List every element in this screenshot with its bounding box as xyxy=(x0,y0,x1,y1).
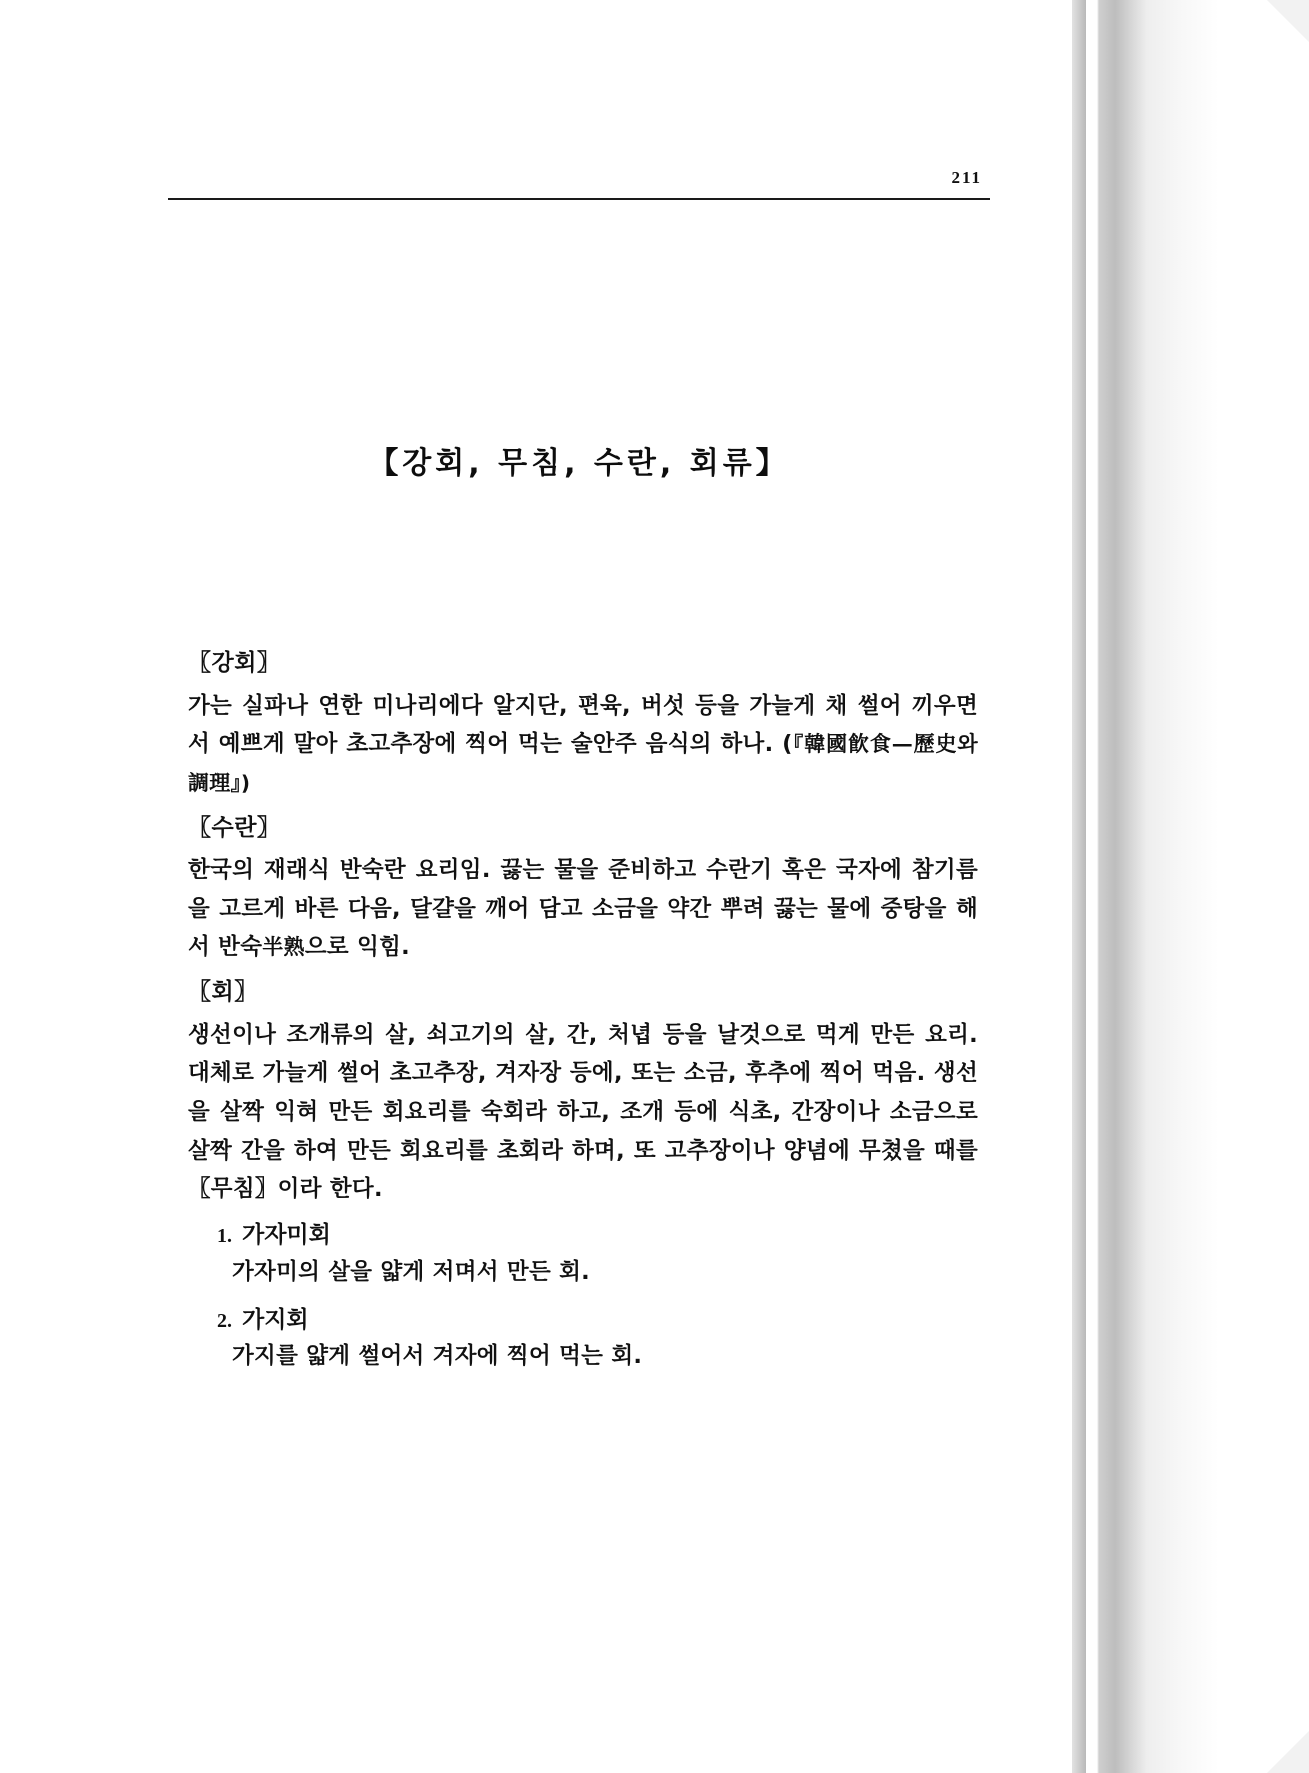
list-item xyxy=(217,1217,978,1292)
definition-body xyxy=(188,646,978,1386)
numbered-entry-name: 가자미회 xyxy=(242,1222,331,1249)
page-corner-top xyxy=(1267,0,1309,42)
page-number: 211 xyxy=(951,168,982,187)
entry-definition-ganghoe xyxy=(188,687,978,803)
book-edge-shading xyxy=(1069,0,1309,1773)
header-rule xyxy=(168,198,990,200)
page-title: 【강회, 무침, 수란, 회류】 xyxy=(368,446,790,481)
source-title-hanja: 韓國飮食—歷史와 調理 xyxy=(188,731,978,795)
entry-definition-hoe: 생선이나 조개류의 살, 쇠고기의 살, 간, 처녑 등을 날것으로 먹게 만든 요리. 대체로 가늘게 썰어 초고추장, 겨자장 등에, 또는 소금, 후추에 찍어 먹음. 생선을 살짝 익혀 만든 회요리를 숙회라 하고, 조개 등에 식초, 간장이나 소금으로 살짝 간을 하여 만든 회요리를 초회라 하며, 또 고추장이나 양념에 무쳤을 때를 〖무침〗이라 한다. xyxy=(188,1021,978,1203)
entry-term-hoe: 〖회〗 xyxy=(188,979,258,1006)
entry-term-suran: 〖수란〗 xyxy=(188,814,281,841)
entry-definition-text: 가는 실파나 연한 미나리에다 알지단, 편육, 버섯 등을 가늘게 채 썰어 끼우면서 예쁘게 말아 초고추장에 찍어 먹는 술안주 음식의 하나. ( xyxy=(188,692,978,758)
numbered-entry-description: 가지를 얇게 썰어서 겨자에 찍어 먹는 회. xyxy=(232,1343,643,1370)
numbered-entry-heading xyxy=(217,1217,978,1254)
source-open-bracket: 『 xyxy=(792,732,805,757)
numbered-entry-list xyxy=(188,1217,978,1376)
entry-definition-text-part2: 으로 익힘. xyxy=(304,934,410,961)
entry-term-ganghoe: 〖강회〗 xyxy=(188,650,281,676)
list-item xyxy=(217,1302,978,1377)
page-content xyxy=(168,0,990,1773)
entry-definition-suran xyxy=(188,851,978,967)
page-corner-bottom xyxy=(1267,1731,1309,1773)
entry-definition-hanja: 半熟 xyxy=(262,934,305,960)
numbered-entry-description: 가자미의 살을 얇게 저며서 만든 회. xyxy=(232,1258,591,1285)
source-close-bracket: 』) xyxy=(230,770,251,795)
entry-definition-text-part1: 한국의 재래식 반숙란 요리임. 끓는 물을 준비하고 수란기 혹은 국자에 참기름을 고르게 바른 다음, 달걀을 깨어 담고 소금을 약간 뿌려 끓는 물에 중탕을 해서 반숙 xyxy=(188,857,978,961)
numbered-entry-heading xyxy=(217,1302,978,1339)
list-marker: 2. xyxy=(217,1309,232,1332)
list-marker: 1. xyxy=(217,1225,232,1248)
numbered-entry-name: 가지회 xyxy=(242,1306,309,1333)
